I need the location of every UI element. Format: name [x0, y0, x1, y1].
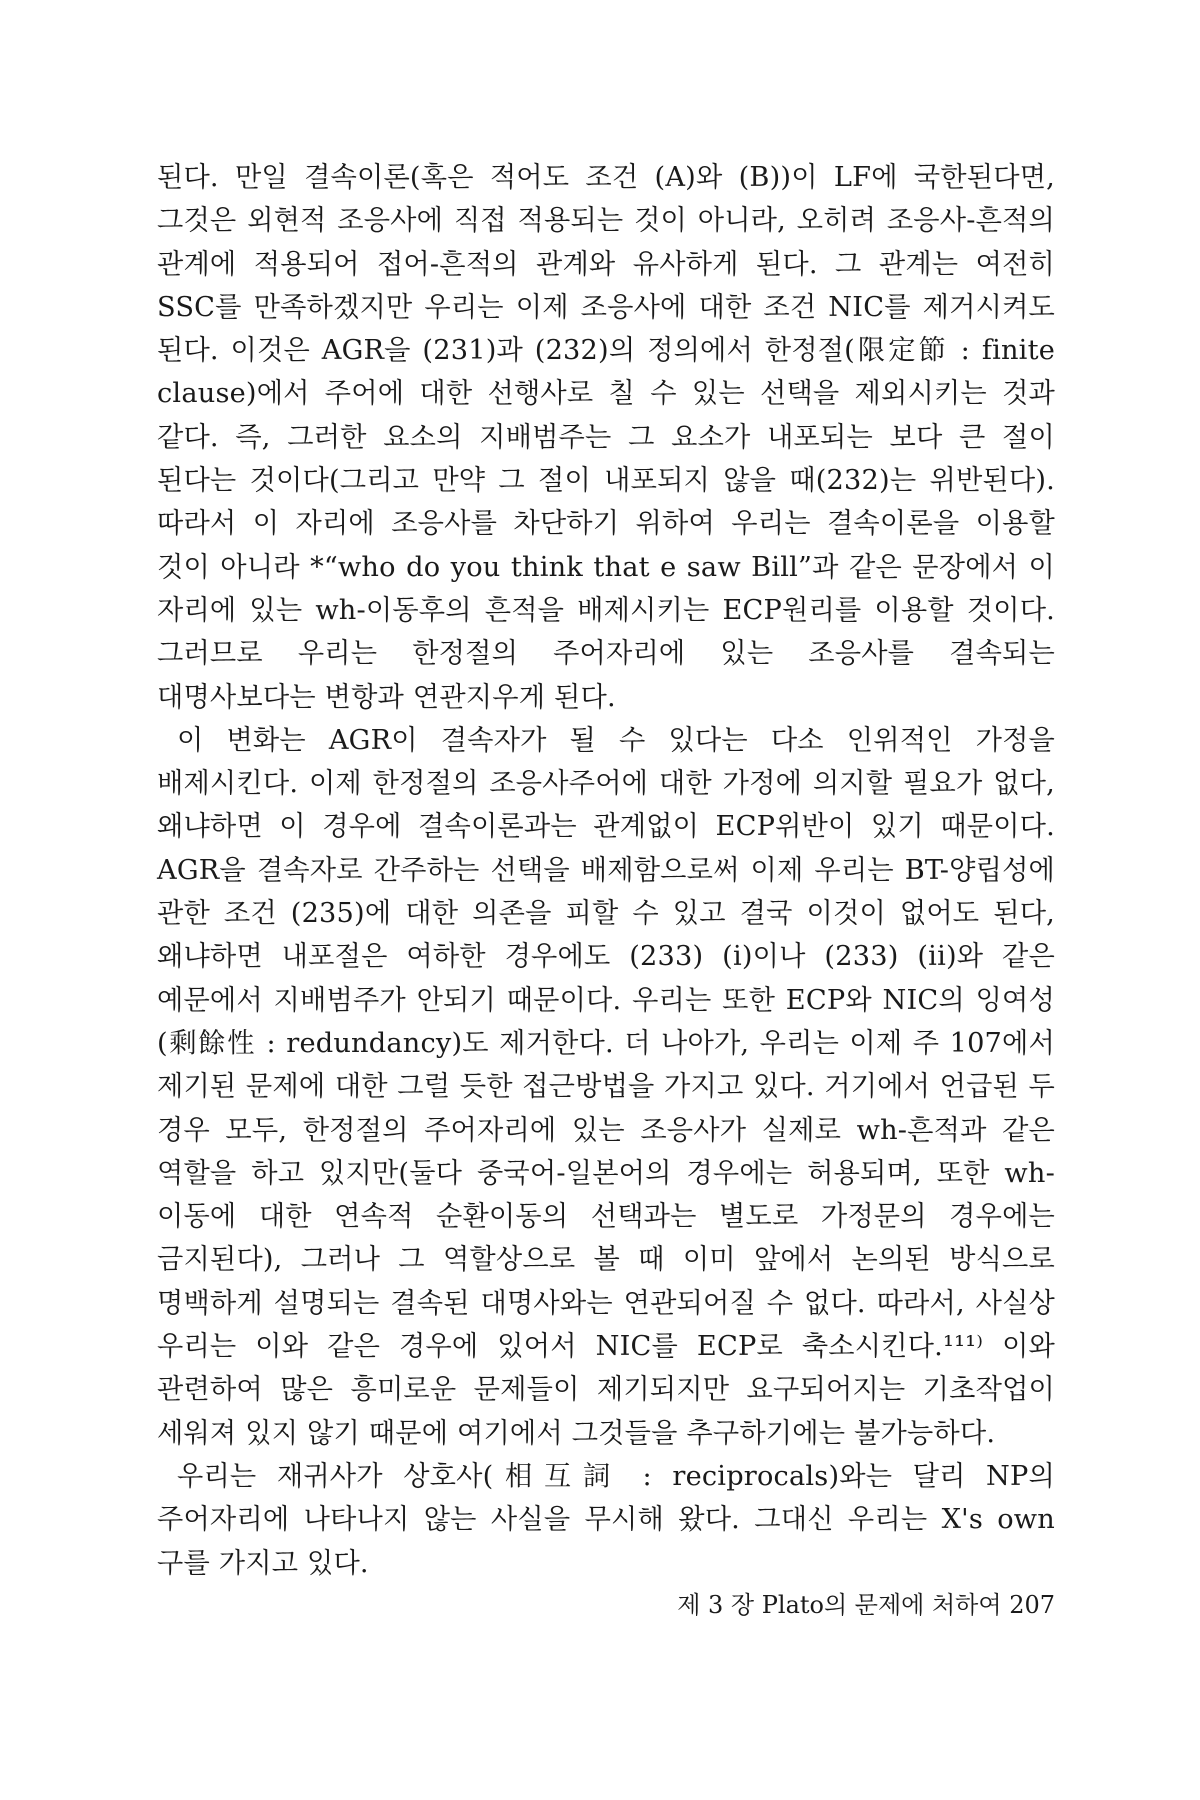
- paragraph-1: 된다. 만일 결속이론(혹은 적어도 조건 (A)와 (B))이 LF에 국한된다면, 그것은 외현적 조응사에 직접 적용되는 것이 아니라, 오히려 조응사-흔적의 관계에 적용되어 접어-흔적의 관계와 유사하게 된다. 그 관계는 여전히 SSC를 만족하겠지만 우리는 이제 조응사에 대한 조건 NIC를 제거시켜도 된다. 이것은 AGR을 (231)과 (232)의 정의에서 한정절(限定節 : finite clause)에서 주어에 대한 선행사로 칠 수 있는 선택을 제외시키는 것과 같다. 즉, 그러한 요소의 지배범주는 그 요소가 내포되는 보다 큰 절이 된다는 것이다(그리고 만약 그 절이 내포되지 않을 때(232)는 위반된다). 따라서 이 자리에 조응사를 차단하기 위하여 우리는 결속이론을 이용할 것이 아니라 *“who do you think that e saw Bill”과 같은 문장에서 이 자리에 있는 wh-이동후의 흔적을 배제시키는 ECP원리를 이용할 것이다. 그러므로 우리는 한정절의 주어자리에 있는 조응사를 결속되는 대명사보다는 변항과 연관지우게 된다.: [157, 162, 1055, 713]
- running-footer: [600, 1590, 1055, 1620]
- footer-chapter: 제 3 장: [677, 1591, 755, 1619]
- page-body: [157, 156, 1055, 1579]
- footer-title: Plato의 문제에 처하여: [761, 1591, 1002, 1619]
- paragraph-2: 이 변화는 AGR이 결속자가 될 수 있다는 다소 인위적인 가정을 배제시킨다. 이제 한정절의 조응사주어에 대한 가정에 의지할 필요가 없다, 왜냐하면 이 경우에 결속이론과는 관계없이 ECP위반이 있기 때문이다. AGR을 결속자로 간주하는 선택을 배제함으로써 이제 우리는 BT-양립성에 관한 조건 (235)에 대한 의존을 피할 수 있고 결국 이것이 없어도 된다, 왜냐하면 내포절은 여하한 경우에도 (233) (i)이나 (233) (ii)와 같은 예문에서 지배범주가 안되기 때문이다. 우리는 또한 ECP와 NIC의 잉여성(剩餘性 : redundancy)도 제거한다. 더 나아가, 우리는 이제 주 107에서 제기된 문제에 대한 그럴 듯한 접근방법을 가지고 있다. 거기에서 언급된 두 경우 모두, 한정절의 주어자리에 있는 조응사가 실제로 wh-흔적과 같은 역할을 하고 있지만(둘다 중국어-일본어의 경우에는 허용되며, 또한 wh-이동에 대한 연속적 순환이동의 선택과는 별도로 가정문의 경우에는 금지된다), 그러나 그 역할상으로 볼 때 이미 앞에서 논의된 방식으로 명백하게 설명되는 결속된 대명사와는 연관되어질 수 없다. 따라서, 사실상 우리는 이와 같은 경우에 있어서 NIC를 ECP로 축소시킨다.¹¹¹⁾ 이와 관련하여 많은 흥미로운 문제들이 제기되지만 요구되어지는 기초작업이 세워져 있지 않기 때문에 여기에서 그것들을 추구하기에는 불가능하다.: [157, 724, 1055, 1449]
- page-number: 207: [1009, 1591, 1055, 1619]
- paragraph-3: 우리는 재귀사가 상호사(相互詞 : reciprocals)와는 달리 NP의 주어자리에 나타나지 않는 사실을 무시해 왔다. 그대신 우리는 X's own 구를 가지고 있다.: [157, 1460, 1055, 1579]
